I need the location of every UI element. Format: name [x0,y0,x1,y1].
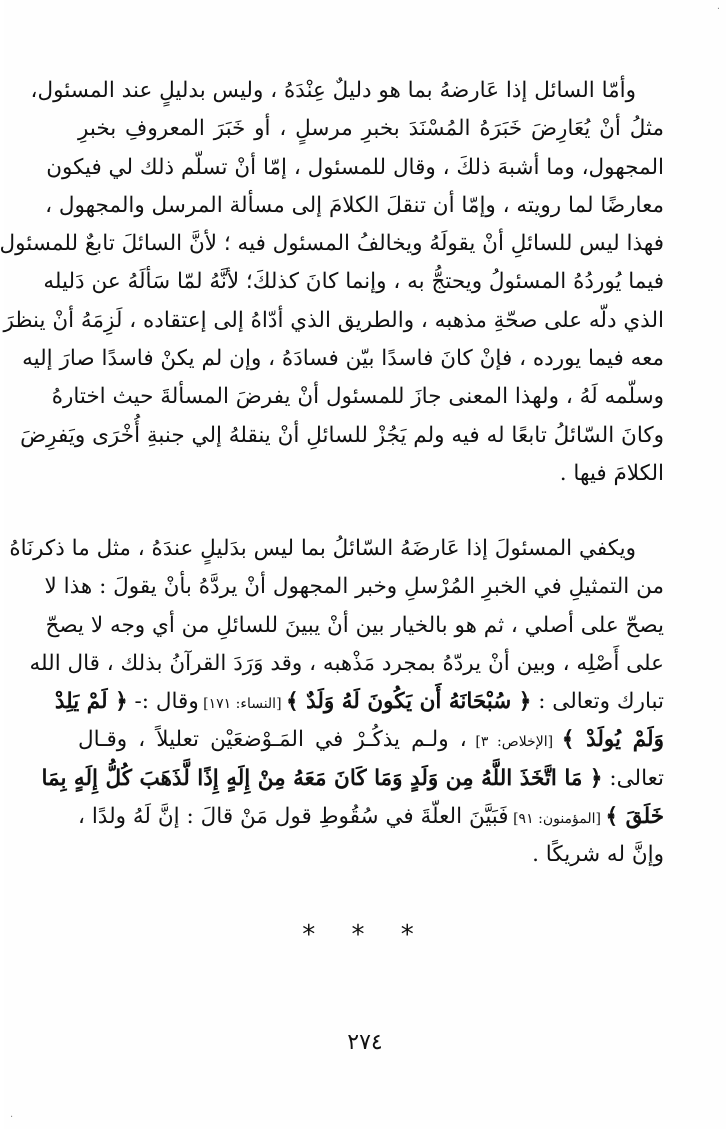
text-line-with-quran [78,798,664,836]
paragraph-2 [9,530,664,875]
text-line: فيما يُوردُهُ المسئولُ ويحتجُّ به ، وإنما كانَ كذلكَ؛ لأنَّهُ لمّا سَألَهُ عن دَليله [43,269,664,295]
text-line: وإنَّ له شريكًا . [532,842,664,868]
text-line: الكلامَ فيها . [559,460,664,486]
text-line-with-quran [54,683,664,721]
text-line: مثلُ أنْ يُعَارِضَ خَبَرَهُ المُسْنَدَ بخبرِ مرسلٍ ، أو خَبَرَ المعروفِ بخبرِ [78,116,664,142]
text-line: على أَصْلِه ، وبين أنْ يردّهُ بمجرد مَذْهبه ، وقد وَرَدَ القرآنُ بذلك ، قال الله [29,650,664,676]
text-segment: تعالى: [602,765,664,791]
quran-verse: ﴿ سُبْحَانَهُ أَن يَكُونَ لَهُ وَلَدٌ ﴾ [285,689,532,715]
quran-verse: خَلَقَ ﴾ [605,804,664,830]
text-line: من التمثيلِ في الخبرِ المُرْسلِ وخبر المجهول أنْ يردَّهُ بأنْ يقولَ : هذا لا [44,574,664,600]
text-line: المجهول، وما أشبهَ ذلكَ ، وقال للمسئول ، إمّا أنْ تسلّم ذلك لي فيكون [46,154,664,180]
text-segment: فَبَيَّنَ العلّةَ في سُقُوطِ قول مَنْ قالَ : إنَّ لَهُ ولدًا ، [78,804,509,830]
text-segment: تبارك وتعالى : [531,689,664,715]
text-line: وسلّمه لَهُ ، ولهذا المعنى جازَ للمسئول أنْ يفرضَ المسألةَ حيث اختارهُ [51,384,664,410]
text-line: يصحّ على أصلي ، ثم هو بالخيار بين أنْ يبينَ للسائلِ من أي وجه لا يصحّ [45,612,664,638]
section-separator: * * * [302,920,428,950]
quran-verse: ﴿ لَمْ يَلِدْ [54,689,128,715]
quran-verse: ﴿ مَا اتَّخَذَ اللَّهُ مِن وَلَدٍ وَمَا كَانَ مَعَهُ مِنْ إِلَهٍ إِذًا لَّذَهَبَ كُلُّ إِلَهٍ بِمَا [41,765,603,791]
text-line-with-quran [41,760,664,798]
verse-reference: [النساء: ١٧١] [198,696,286,713]
text-line: وكانَ السّائلُ تابعًا له فيه ولم يَجُزْ للسائلِ أنْ ينقلهُ إلي جنبةِ أُخْرَى ويَفرِضَ [20,422,664,448]
text-line-with-quran [78,721,664,759]
text-segment: وقال :- [127,689,199,715]
paragraph-1 [0,72,664,493]
text-segment: ، ولـم يذكُـرْ في المَـوْضعَيْن تعليلاً ، وقـال [78,727,467,753]
page-number: ٢٧٤ [347,1030,383,1055]
verse-reference: [الإخلاص: ٣] [466,734,562,751]
quran-verse: وَلَمْ يُولَدْ ﴾ [561,727,664,753]
verse-reference: [المؤمنون: ٩١] [508,811,606,828]
text-line: فهذا ليس للسائلِ أنْ يقولَهُ ويخالفُ المسئول فيه ؛ لأنَّ السائلَ تابعٌ للمسئول [0,231,664,257]
scan-mark: · [716,4,720,15]
scan-mark: · [10,1112,14,1123]
text-line: ويكفي المسئولَ إذا عَارضَهُ السّائلُ بما ليس بدَليلٍ عندَهُ ، مثل ما ذكرنَاهُ [9,536,636,561]
text-line: معه فيما يورده ، فإنْ كانَ فاسدًا بيّن فسادَهُ ، وإن لم يكنْ فاسدًا صارَ إليه [22,346,664,372]
text-line: الذي دلّه على صحّةِ مذهبه ، والطريق الذي أدّاهُ إلى إعتقاده ، لَزِمَهُ أنْ ينظرَ [3,307,664,333]
text-line: وأمّا السائل إذا عَارضهُ بما هو دليلٌ عِنْدَهُ ، وليس بدليلٍ عند المسئول، [30,78,636,103]
text-line: معارضًا لما رويته ، وإمّا أن تنقلَ الكلامَ إلى مسألة المرسل والمجهول ، [45,192,664,218]
